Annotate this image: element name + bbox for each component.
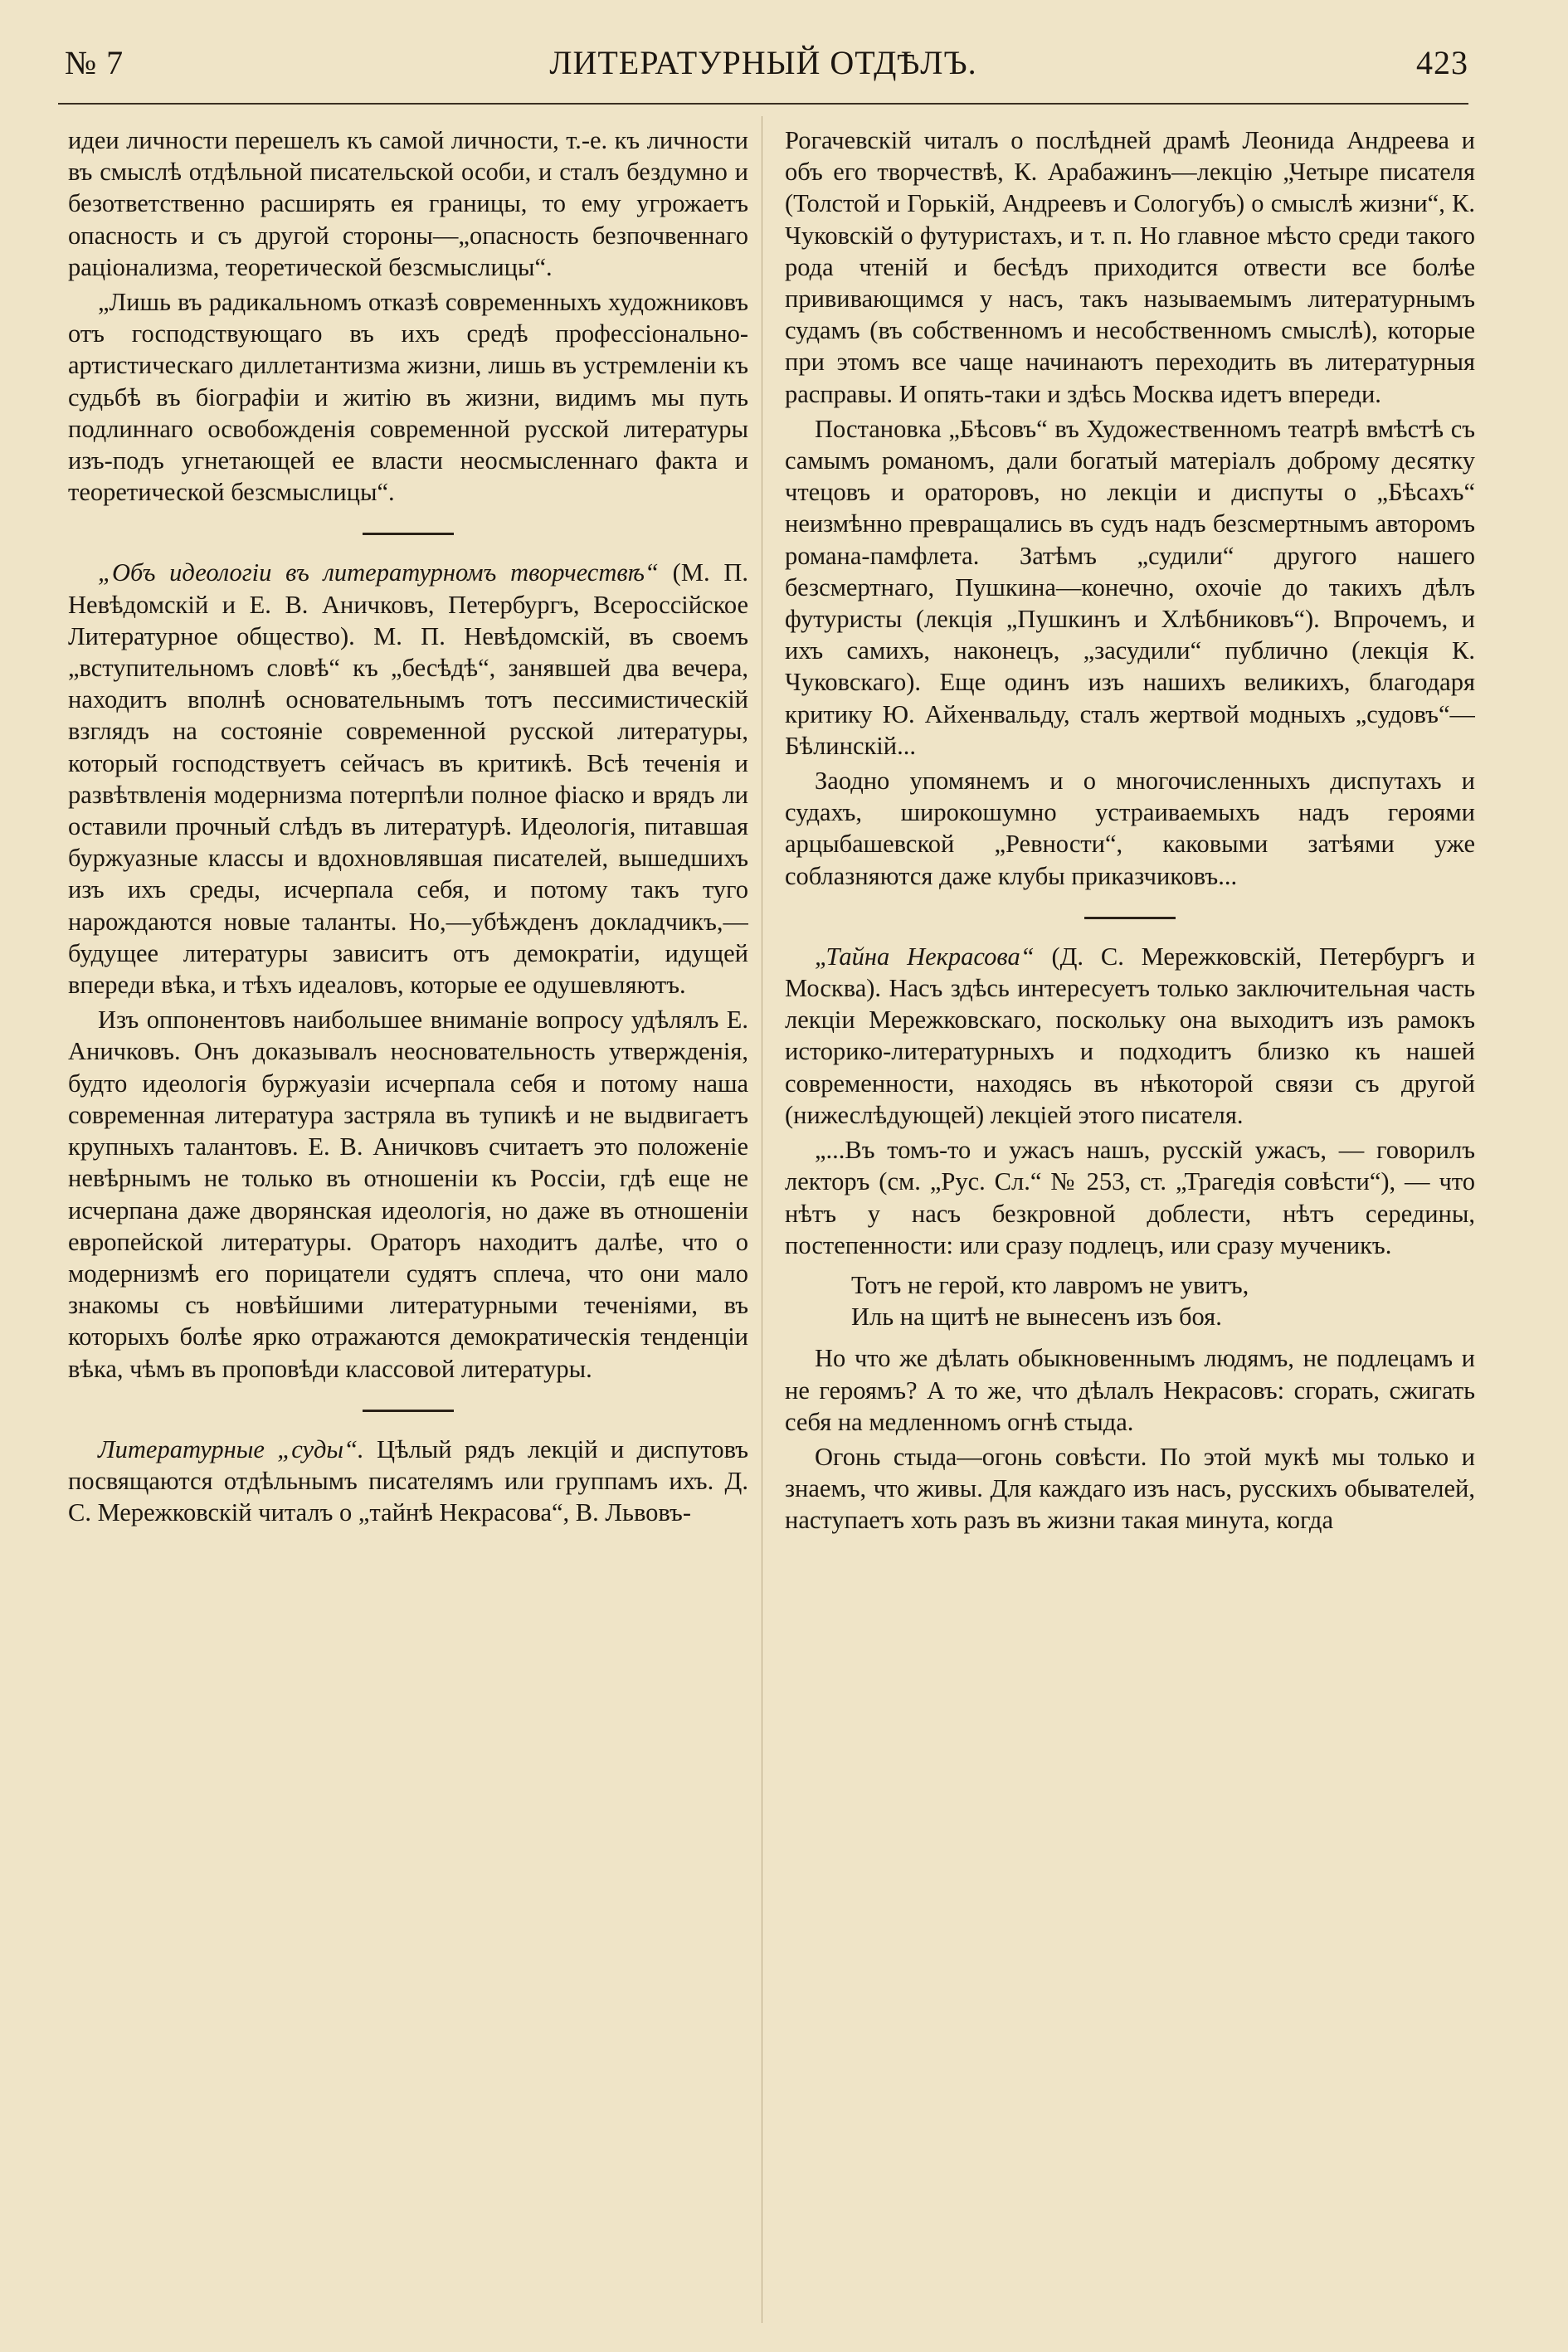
paragraph: Но что же дѣлать обыкновеннымъ людямъ, не подлецамъ и не героямъ? А то же, что дѣлалъ Некрасовъ: сгорать, сжигать себя на медленномъ огнѣ стыда.	[785, 1344, 1475, 1436]
section-separator	[363, 1410, 454, 1412]
running-header	[58, 43, 1468, 93]
section-separator	[1084, 917, 1176, 919]
verse-quote	[851, 1269, 1475, 1332]
section-separator	[363, 533, 454, 535]
paragraph: идеи личности перешелъ къ самой личности, т.-е. къ личности въ смыслѣ отдѣльной писательской особи, и сталъ бездумно и безответственно расширять ея границы, то ему угрожаетъ опасность и съ другой стороны—„опасность безпочвеннаго раціонализма, теоретической безсмыслицы“.	[68, 126, 748, 281]
paragraph: Рогачевскій читалъ о послѣдней драмѣ Леонида Андреева и объ его творчествѣ, К. Арабажинъ—лекцію „Четыре писателя (Толстой и Горькій, Андреевъ и Сологубъ) о смыслѣ жизни“, К. Чуковскій о футуристахъ, и т. п. Но главное мѣсто среди такого рода чтеній и бесѣдъ приходится отвести все болѣе прививающимся у насъ, такъ называемымъ литературнымъ судамъ (въ собственномъ и несобственномъ смыслѣ), которые при этомъ все чаще начинаютъ переходить въ литературныя расправы. И опять-таки и здѣсь Москва идетъ впереди.	[785, 126, 1475, 408]
paragraph-body: Цѣлый рядъ лекцій и диспутовъ посвящаются отдѣльнымъ писателямъ или группамъ ихъ. Д. С. Мережковскій читалъ о „тайнѣ Некрасова“, В. Львовъ-	[68, 1434, 748, 1527]
verse-line: Иль на щитѣ не вынесенъ изъ боя.	[851, 1303, 1222, 1332]
right-column	[785, 124, 1475, 2331]
paragraph: Заодно упомянемъ и о многочисленныхъ диспутахъ и судахъ, широкошумно устраиваемыхъ надъ героями арцыбашевской „Ревности“, каковыми затѣями уже соблазняются даже клубы приказчиковъ...	[785, 767, 1475, 890]
article-heading: Литературные „суды“.	[98, 1434, 364, 1463]
paragraph: „...Въ томъ-то и ужасъ нашъ, русскій ужасъ, — говорилъ лекторъ (см. „Рус. Сл.“ № 253, ст. „Трагедія совѣсти“), — что нѣтъ у насъ безкровной доблести, нѣтъ середины, постепенности: или сразу подлецъ, или сразу мученикъ.	[785, 1136, 1475, 1259]
paragraph: Огонь стыда—огонь совѣсти. По этой мукѣ мы только и знаемъ, что живы. Для каждаго изъ насъ, русскихъ обывателей, наступаетъ хоть разъ въ жизни такая минута, когда	[785, 1442, 1475, 1535]
article-heading: „Объ идеологіи въ литературномъ творчествѣ“	[98, 558, 659, 587]
section-title: ЛИТЕРАТУРНЫЙ ОТДѢЛЪ.	[549, 44, 977, 81]
left-column	[68, 124, 748, 2331]
verse-line: Тотъ не герой, кто лавромъ не увитъ,	[851, 1270, 1249, 1299]
paragraph-body: (Д. С. Мережковскій, Петербургъ и Москва). Насъ здѣсь интересуетъ только заключительная часть лекціи Мережковскаго, поскольку она выходитъ изъ рамокъ историко-литературныхъ и подходитъ близко къ нашей современности, находясь въ нѣкоторой связи съ другой (нижеслѣдующей) лекціей этого писателя.	[785, 942, 1475, 1129]
header-rule	[58, 103, 1468, 105]
paragraph: Постановка „Бѣсовъ“ въ Художественномъ театрѣ вмѣстѣ съ самымъ романомъ, дали богатый матеріалъ доброму десятку чтецовъ и ораторовъ, но лекціи и диспуты о „Бѣсахъ“ неизмѣнно превращались въ судъ надъ безсмертнымъ авторомъ романа-памфлета. Затѣмъ „судили“ другого нашего безсмертнаго, Пушкина—конечно, охочіе до такихъ дѣлъ футуристы (лекція „Пушкинъ и Хлѣбниковъ“). Впрочемъ, и ихъ самихъ, наконецъ, „засудили“ публично (лекція К. Чуковскаго). Еще одинъ изъ нашихъ великихъ, благодаря критику Ю. Айхенвальду, сталъ жертвой модныхъ „судовъ“—Бѣлинскій...	[785, 414, 1475, 760]
page-number: 423	[1416, 44, 1468, 81]
paragraph-body: (М. П. Невѣдомскій и Е. В. Аничковъ, Петербургъ, Всероссійское Литературное общество). М. П. Невѣдомскій, въ своемъ „вступительномъ словѣ“ къ „бесѣдѣ“, занявшей два вечера, находитъ вполнѣ основательнымъ тотъ пессимистическій взглядъ на состояніе современной русской литературы, который господствуетъ сейчасъ въ критикѣ. Всѣ теченія и развѣтвленія модернизма потерпѣли полное фіаско и врядъ ли оставили прочный слѣдъ въ литературѣ. Идеологія, питавшая буржуазные классы и вдохновлявшая писателей, вышедшихъ изъ ихъ среды, исчерпала себя, и потому такъ туго нарождаются новые таланты. Но,—убѣжденъ докладчикъ,—будущее литературы зависитъ отъ демократіи, идущей впереди вѣка, и тѣхъ идеаловъ, которые ее одушевляютъ.	[68, 558, 748, 1000]
paragraph	[68, 557, 748, 1001]
issue-number: № 7	[65, 44, 124, 81]
paragraph	[785, 941, 1475, 1131]
paragraph: „Лишь въ радикальномъ отказѣ современныхъ художниковъ отъ господствующаго въ ихъ средѣ профессіонально-артистическаго диллетантизма жизни, лишь въ устремленіи къ судьбѣ въ біографіи и житію въ жизни, видимъ мы путь подлиннаго освобожденія современной русской литературы изъ-подъ угнетающей ее власти неосмысленнаго факта и теоретической безсмыслицы“.	[68, 288, 748, 507]
paragraph	[68, 1434, 748, 1529]
article-heading: „Тайна Некрасова“	[815, 942, 1035, 971]
paragraph: Изъ оппонентовъ наибольшее вниманіе вопросу удѣлялъ Е. Аничковъ. Онъ доказывалъ неосновательность утвержденія, будто идеологія буржуазіи исчерпала себя и потому наша современная литература застряла въ тупикѣ и не выдвигаетъ крупныхъ талантовъ. Е. В. Аничковъ считаетъ это положеніе невѣрнымъ не только въ отношеніи къ Россіи, гдѣ еще не исчерпана даже дворянская идеологія, но даже въ отношеніи европейской литературы. Ораторъ находитъ далѣе, что о модернизмѣ его порицатели судятъ сплеча, что они мало знакомы съ новѣйшими литературными теченіями, въ которыхъ болѣе ярко отражаются демократическія тенденціи вѣка, чѣмъ въ проповѣди классовой литературы.	[68, 1006, 748, 1383]
